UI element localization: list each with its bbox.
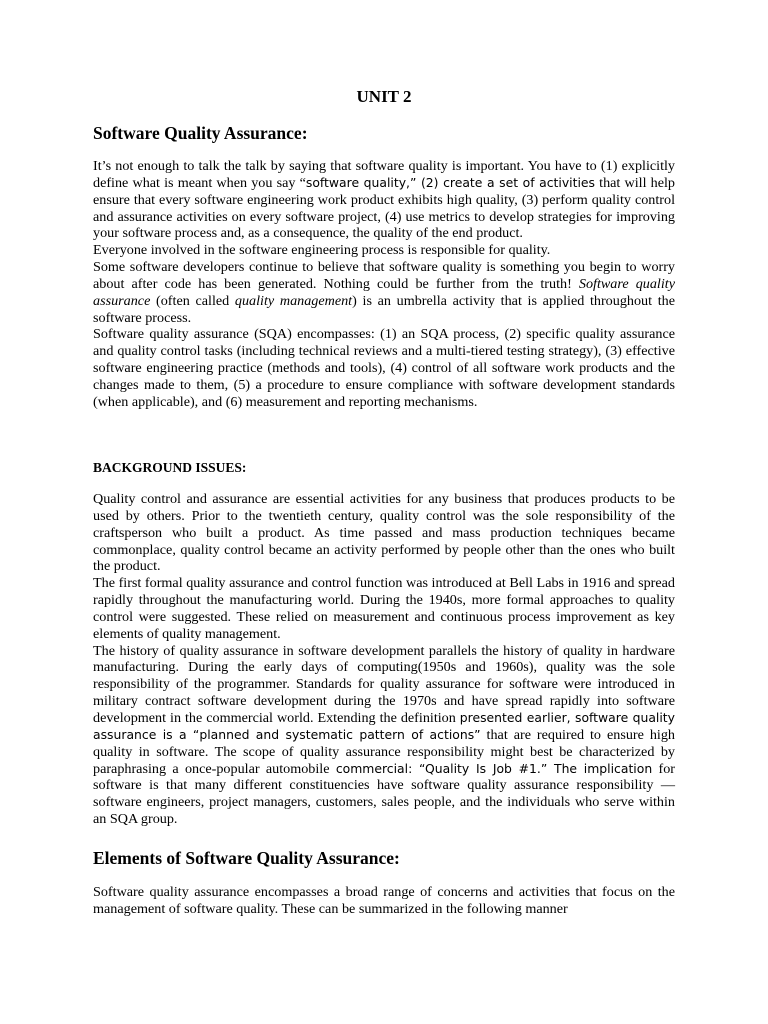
intro-paragraph-3 [93, 259, 675, 326]
text-run-alt-font: software quality,” (2) create a set of activities [305, 174, 595, 190]
intro-paragraph-2: Everyone involved in the software engineering process is responsible for quality. [93, 242, 551, 259]
intro-paragraph-1 [93, 158, 675, 242]
section-heading-sqa: Software Quality Assurance: [93, 123, 308, 143]
text-run: that will help ensure that every software engineering work product exhibits high quality, (3) perform quality control and assurance activities on every software project, (4) use metrics to develop strategies for improving your software process and, as a consequence, the quality of the end product. [93, 174, 676, 242]
text-run-alt-font: commercial: “Quality Is Job #1.” The implication [335, 760, 653, 776]
background-paragraph-3 [93, 643, 675, 828]
unit-title: UNIT 2 [356, 87, 412, 106]
background-section [93, 491, 675, 828]
text-run: (often called [150, 292, 235, 309]
text-run: that are required to ensure high quality in software. The scope of quality assurance responsibility might best be characterized by paraphrasing a once-popular automobile [93, 726, 675, 777]
background-paragraph-2: The first formal quality assurance and control function was introduced at Bell Labs in 1916 and spread rapidly throughout the manufacturing world. During the 1940s, more formal approaches to quality control were suggested. These relied on measurement and continuous process improvement as key elements of quality management. [93, 575, 675, 642]
text-run: Some software developers continue to believe that software quality is something you begin to worry about after code has been generated. Nothing could be further from the truth! [93, 259, 675, 292]
text-run: ) is an umbrella activity that is applied throughout the software process. [93, 292, 675, 326]
section-heading-background: BACKGROUND ISSUES: [93, 460, 247, 475]
italic-term: quality management [234, 292, 353, 309]
elements-section [93, 884, 675, 918]
section-heading-elements: Elements of Software Quality Assurance: [93, 848, 400, 868]
text-run: for software is that many different constituencies have software quality assurance responsibility — software engineers, project managers, customers, sales people, and the individuals who serve within an SQA group. [93, 760, 676, 828]
text-run-alt-font: presented earlier, software quality assurance is a “planned and systematic pattern of actions” [93, 709, 675, 742]
background-paragraph-1: Quality control and assurance are essential activities for any business that produces products to be used by others. Prior to the twentieth century, quality control was the sole responsibility of the craftsperson who built a product. As time passed and mass production techniques became commonplace, quality control became an activity performed by people other than the ones who built the product. [93, 491, 675, 575]
text-run: The history of quality assurance in software development parallels the history of quality in hardware manufacturing. During the early days of computing(1950s and 1960s), quality was the sole responsibility of the programmer. Standards for quality assurance for software were introduced in military contract software development during the 1970s and have spread rapidly into software development in the commercial world. Extending the definition [93, 642, 675, 726]
intro-section [93, 158, 675, 411]
text-run: It’s not enough to talk the talk by saying that software quality is important. You have to (1) explicitly define what is meant when you say “ [93, 158, 675, 191]
italic-term: Software quality assurance [93, 275, 675, 309]
intro-paragraph-4: Software quality assurance (SQA) encompasses: (1) an SQA process, (2) specific quality assurance and quality control tasks (including technical reviews and a multi-tiered testing strategy), (3) effective software engineering practice (methods and tools), (4) control of all software work products and the changes made to them, (5) a procedure to ensure compliance with software development standards (when applicable), and (6) measurement and reporting mechanisms. [93, 326, 675, 410]
elements-paragraph-1: Software quality assurance encompasses a broad range of concerns and activities that focus on the management of software quality. These can be summarized in the following manner [93, 884, 675, 917]
